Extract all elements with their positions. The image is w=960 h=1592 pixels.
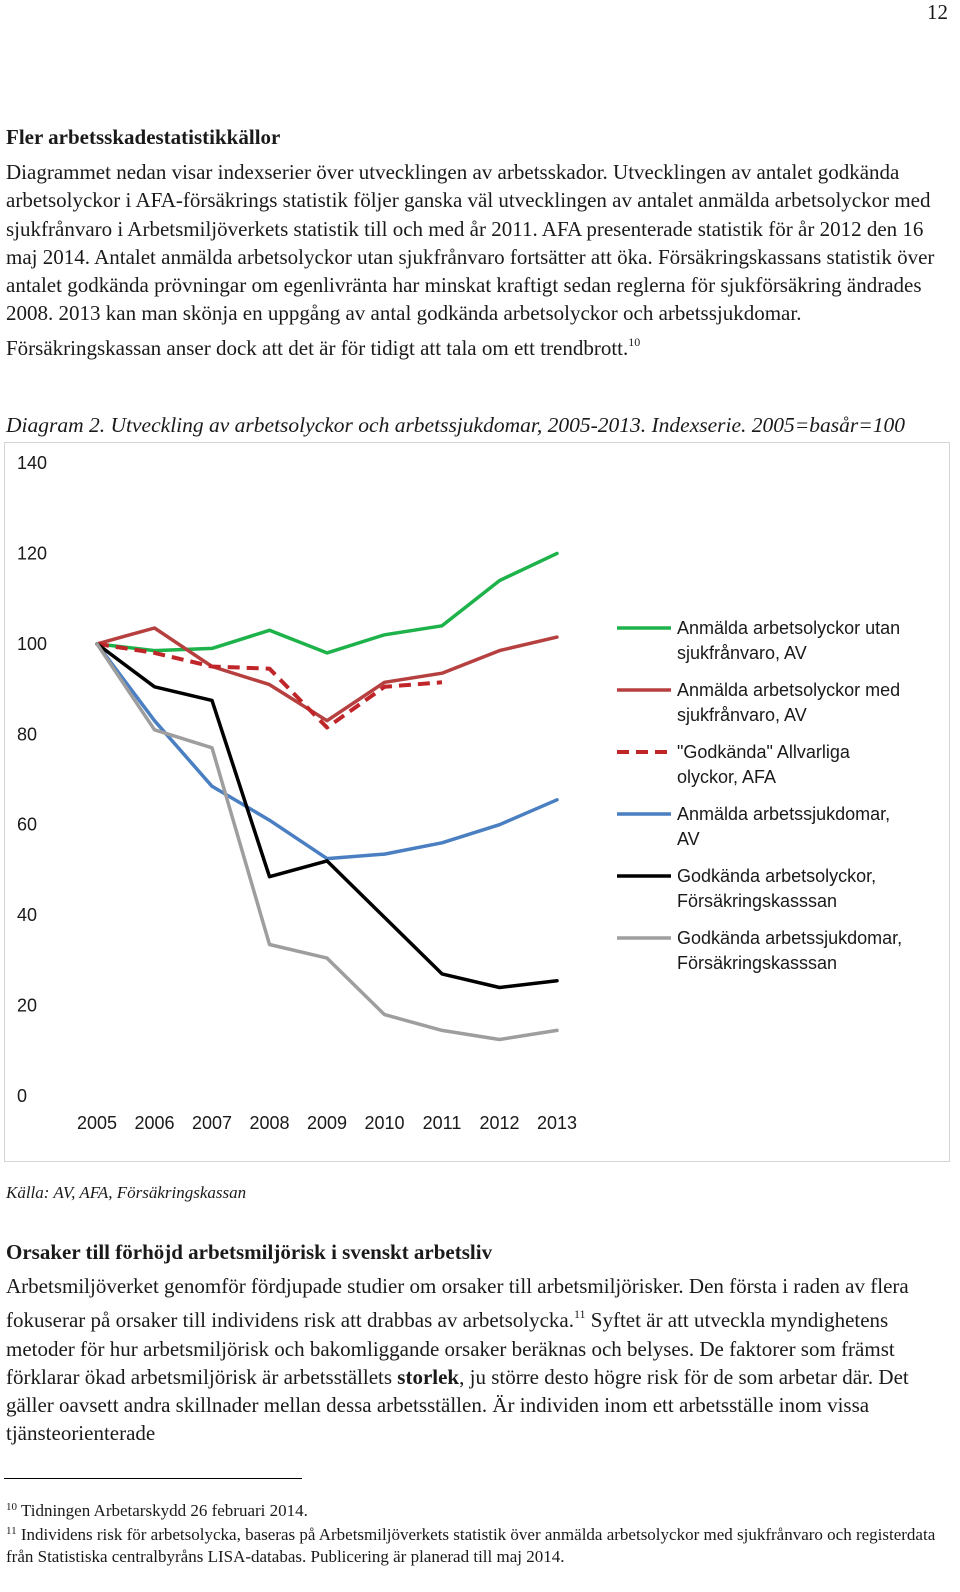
legend-label: olyckor, AFA (677, 767, 777, 787)
chart-canvas (5, 443, 951, 1163)
paragraph-text: Diagrammet nedan visar indexserier över utvecklingen av arbetsskador. Utvecklingen av antalet godkända arbetsolyckor i AFA-försäkrings statistik följer ganska väl utvecklingen av antalet anmälda arbetsolyckor med sjukfrånvaro i Arbetsmiljöverkets statistik till och med år 2011. AFA presenterade statistik för år 2012 den 16 maj 2014. Antalet anmälda arbetsolyckor utan sjukfrånvaro fortsätter att öka. Försäkringskassans statistik över antalet godkända prövningar om egenlivränta har minskat kraftigt sedan reglerna för sjukförsäkring ändrades 2008. 2013 kan man skönja en uppgång av antal godkända arbetsolyckor och arbetssjukdomar. Försäkringskassan anser dock att det är för tidigt att tala om ett trendbrott. (6, 160, 935, 360)
paragraph-text-c: , ju större desto högre risk för de som arbetar där. Det gäller oavsett andra skillnader mellan dessa arbetsställen. Är individen inom ett arbetsställe inom vissa tjänsteorienterade (6, 1364, 909, 1446)
legend-label: AV (677, 829, 700, 849)
legend-label: "Godkända" Allvarliga (677, 742, 850, 762)
paragraph-text-a: Arbetsmiljöverket genomför fördjupade studier om orsaker till arbetsmiljörisker. Den första i raden av flera fokuserar på orsaker till individens risk att drabbas av arbetsolycka. (6, 1274, 909, 1333)
section-heading: Fler arbetsskadestatistikkällor (6, 125, 281, 149)
series-line-4 (97, 644, 557, 859)
series-line-5 (97, 644, 557, 988)
x-tick-label: 2005 (76, 1113, 118, 1133)
footnote-divider (4, 1478, 302, 1479)
x-tick-label: 2009 (306, 1113, 348, 1133)
y-tick-label: 140 (17, 453, 48, 473)
body-paragraph (6, 158, 954, 362)
series-line-1 (97, 553, 557, 653)
legend-label: sjukfrånvaro, AV (677, 643, 807, 663)
y-tick-label: 80 (17, 724, 38, 745)
y-tick-label: 40 (17, 905, 38, 926)
section-heading-2: Orsaker till förhöjd arbetsmiljörisk i svenskt arbetsliv (6, 1240, 493, 1264)
legend-label: Anmälda arbetsolyckor med (677, 680, 901, 700)
y-tick-label: 60 (17, 814, 38, 835)
x-tick-label: 2011 (422, 1113, 462, 1133)
line-chart (4, 442, 950, 1162)
paragraph-text-b: Syftet är att utveckla myndighetens metoder för hur arbetsmiljörisk och bakomliggande orsaker beräknas och belyses. De faktorer som främst förklarar ökad arbetsmiljörisk är arbetsställets (6, 1308, 895, 1389)
footnote-number: 11 (6, 1525, 17, 1537)
series-line-6 (97, 644, 557, 1040)
footnote-text: Tidningen Arbetarskydd 26 februari 2014. (20, 1501, 308, 1520)
legend-label: sjukfrånvaro, AV (677, 705, 807, 725)
x-tick-label: 2006 (134, 1113, 175, 1133)
footnote-10 (6, 1496, 954, 1522)
x-tick-label: 2008 (249, 1113, 290, 1133)
body-paragraph-2 (6, 1272, 954, 1448)
x-tick-label: 2010 (364, 1113, 405, 1133)
legend-label: Försäkringskasssan (677, 953, 838, 973)
footnote-text: Individens risk för arbetsolycka, baseras på Arbetsmiljöverkets statistik över anmälda arbetsolyckor med sjukfrånvaro och registerdata från Statistiska centralbyråns LISA-databas. Publicering är planerad till maj 2014. (6, 1525, 936, 1566)
x-tick-label: 2007 (191, 1113, 233, 1133)
footnote-ref-11: 11 (573, 1307, 586, 1322)
footnote-number: 10 (6, 1501, 17, 1513)
legend-label: Anmälda arbetssjukdomar, (677, 804, 891, 824)
x-tick-label: 2012 (479, 1113, 520, 1133)
legend-label: Godkända arbetssjukdomar, (677, 928, 903, 948)
legend-label: Godkända arbetsolyckor, (677, 866, 877, 886)
figure-source: Källa: AV, AFA, Försäkringskassan (6, 1183, 247, 1202)
legend-label: Anmälda arbetsolyckor utan (677, 618, 901, 638)
y-tick-label: 20 (17, 995, 38, 1016)
y-tick-label: 0 (17, 1086, 28, 1106)
footnote-ref: 10 (628, 334, 641, 349)
page-number: 12 (927, 0, 948, 24)
legend-label: Försäkringskasssan (677, 891, 838, 911)
x-tick-label: 2013 (536, 1113, 578, 1133)
y-tick-label: 120 (17, 543, 48, 564)
footnote-11 (6, 1520, 954, 1568)
bold-term: storlek (397, 1364, 460, 1389)
series-line-2 (97, 628, 557, 721)
y-tick-label: 100 (17, 633, 48, 654)
figure-caption: Diagram 2. Utveckling av arbetsolyckor och arbetssjukdomar, 2005-2013. Indexserie. 2005=basår=100 (6, 413, 906, 437)
